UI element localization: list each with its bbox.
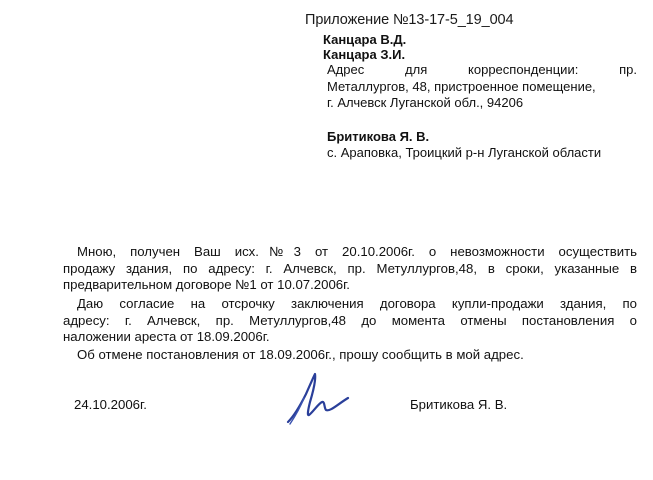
signature-stroke [288,374,348,422]
paragraph-2 [63,296,637,346]
p1-line-1: Мною, получен Ваш исх.№3 от 20.10.2006г. о невозможности осуществить [77,244,637,259]
address-line-1: Адрес для корреспонденции: пр. [327,62,637,77]
p2-line-1: Даю согласие на отсрочку заключения договора купли-продажи здания, по [77,296,637,311]
paragraph-3 [63,347,637,364]
p2-line-2: адресу: г. Алчевск, пр. Метуллургов,48 до момента отмены постановления о [63,312,637,328]
correspondence-address [327,62,637,112]
sender-address: с. Араповка, Троицкий р-н Луганской области [327,145,602,160]
p1-line-3: предварительном договоре №1 от 10.07.2006г. [63,277,350,292]
handwritten-signature [280,368,352,428]
signer-name: Бритикова Я. В. [410,397,508,412]
address-line-2: Металлургов, 48, пристроенное помещение, [327,78,596,94]
p1-line-2: продажу здания, по адресу: г. Алчевск, пр. Метуллургов,48, в сроки, указанные в [63,260,637,276]
p3-line-1: Об отмене постановления от 18.09.2006г., прошу сообщить в мой адрес. [77,347,524,362]
recipient-1: Канцара В.Д. [323,32,407,47]
annex-reference: Приложение №13-17-5_19_004 [305,12,514,28]
recipient-2: Канцара З.И. [323,47,406,62]
p2-line-3: наложении ареста от 18.09.2006г. [63,329,270,344]
paragraph-1 [63,244,637,294]
address-line-3: г. Алчевск Луганской обл., 94206 [327,95,524,110]
sender-name: Бритикова Я. В. [327,129,430,144]
letter-date: 24.10.2006г. [74,397,147,412]
